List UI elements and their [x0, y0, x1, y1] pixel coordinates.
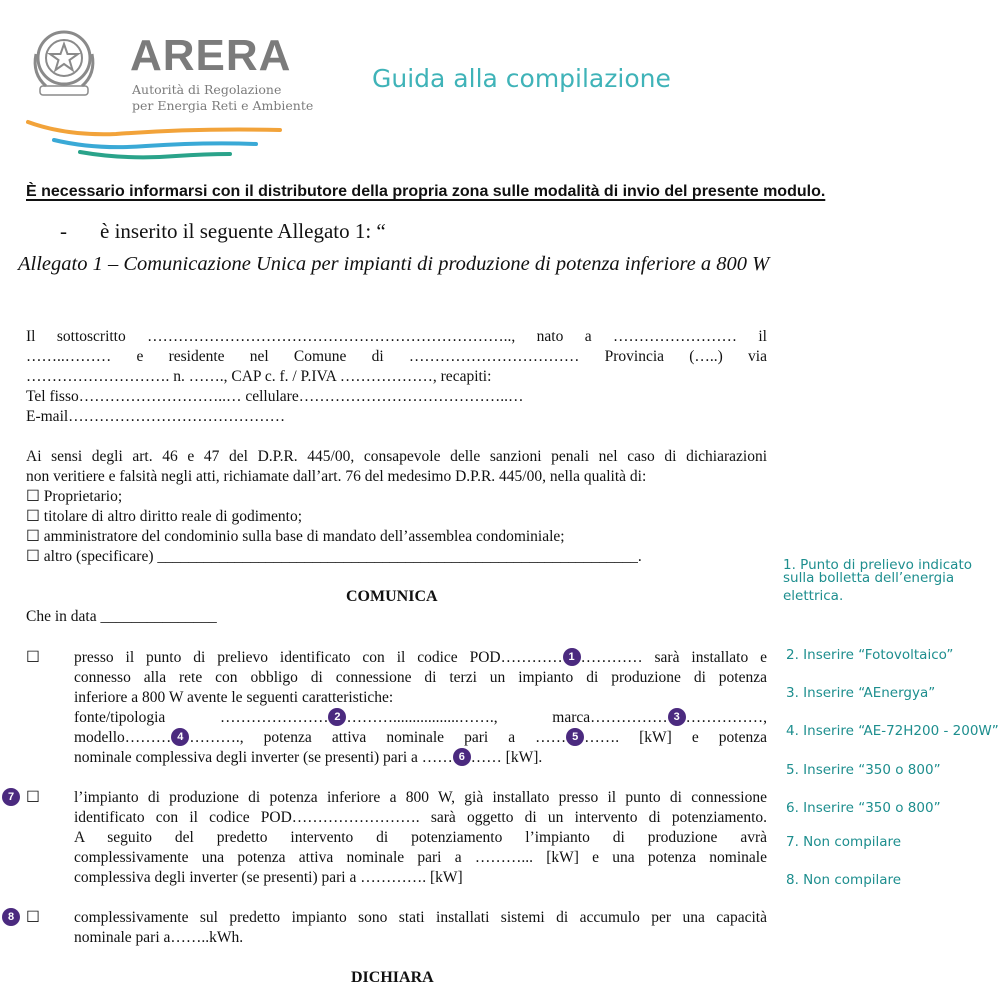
item1-line: connesso alla rete con obbligo di connessione di terzi un impianto di produzione di potenza [74, 669, 767, 686]
checkbox[interactable]: ☐ [26, 488, 40, 505]
side-note-5: 5. Inserire “350 o 800” [786, 762, 941, 778]
italian-emblem-icon [30, 24, 98, 100]
checkbox[interactable]: ☐ [26, 789, 40, 806]
side-note-3: 3. Inserire “AEnergya” [786, 685, 936, 701]
checkbox[interactable]: ☐ [26, 909, 40, 926]
side-note-4: 4. Inserire “AE-72H200 - 200W” [786, 723, 999, 739]
notice-heading: È necessario informarsi con il distributore della propria zona sulle modalità di invio del presente modulo. [26, 183, 826, 200]
dichiara-heading: DICHIARA [351, 969, 434, 986]
personal-line[interactable]: ……..……… e residente nel Comune di …………………………… Provincia (…..) via [26, 348, 767, 365]
personal-line[interactable]: Tel fisso………………………..… cellulare…………………………………..… [26, 388, 524, 405]
side-note-1: 1. Punto di prelievo indicato sulla bolletta dell’energia elettrica. [783, 557, 972, 604]
side-note-2: 2. Inserire “Fotovoltaico” [786, 647, 954, 663]
option-proprietario[interactable]: ☐ Proprietario; [26, 488, 123, 505]
item1-line: nominale complessiva degli inverter (se presenti) pari a …… 6 …… [kW]. [74, 749, 543, 766]
checkbox[interactable]: ☐ [26, 508, 40, 525]
checkbox[interactable]: ☐ [26, 528, 40, 545]
declaration-block [26, 447, 767, 567]
personal-line[interactable]: E-mail…………………………………… [26, 408, 286, 425]
intro-text: è inserito il seguente Allegato 1: “ [100, 219, 386, 243]
item2-line: A seguito del predetto intervento di potenziamento l’impianto di produzione avrà [74, 829, 767, 846]
logo-subtitle-2: per Energia Reti e Ambiente [132, 98, 314, 113]
logo-subtitle-1: Autorità di Regolazione [132, 82, 282, 97]
item1-line: modello……… 4 ………., potenza attiva nominale pari a …… 5 ……. [kW] e potenza [74, 729, 767, 746]
side-note-8: 8. Non compilare [786, 872, 902, 888]
dash-bullet: - [60, 219, 67, 243]
item2-line: l’impianto di produzione di potenza inferiore a 800 W, già installato presso il punto di connessione [74, 789, 767, 806]
personal-info-block [26, 327, 767, 427]
item1-line: fonte/tipologia ………………… 2 ……….................……., marca…………… 3 ……………, [74, 709, 767, 726]
logo-title: ARERA [130, 31, 292, 80]
declaration-line: Ai sensi degli art. 46 e 47 del D.P.R. 445/00, consapevole delle sanzioni penali nel caso di dichiarazioni [26, 448, 767, 465]
option-altro[interactable]: ☐ altro (specificare) ______________________________________________________________. [26, 548, 642, 565]
item2-line: complessiva degli inverter (se presenti) pari a …………. [kW] [74, 869, 463, 886]
item1-line: presso il punto di prelievo identificato con il codice POD………… 1 ………… sarà installato e [74, 649, 767, 666]
checkbox[interactable]: ☐ [26, 548, 40, 565]
item3-line: nominale pari a……..kWh. [74, 929, 244, 946]
option-amministratore[interactable]: ☐ amministratore del condominio sulla base di mandato dell’assemblea condominiale; [26, 528, 565, 545]
item3-line: complessivamente sul predetto impianto sono stati installati sistemi di accumulo per una capacità [74, 909, 767, 926]
personal-line[interactable]: Il sottoscritto …………………………………………………………….., nato a …………………… il [26, 328, 767, 345]
logo-waves-icon [26, 116, 286, 166]
badge-1: 1 [563, 648, 581, 666]
side-note-7: 7. Non compilare [786, 834, 902, 850]
date-line[interactable]: Che in data _______________ [26, 608, 217, 625]
guide-title: Guida alla compilazione [372, 64, 671, 93]
badge-4: 4 [171, 728, 189, 746]
badge-8: 8 [2, 908, 20, 926]
badge-2: 2 [328, 708, 346, 726]
allegato-title: Allegato 1 – Comunicazione Unica per impianti di produzione di potenza inferiore a 800 W [18, 253, 770, 275]
side-note-6: 6. Inserire “350 o 800” [786, 800, 941, 816]
declaration-line: non veritiere e falsità negli atti, richiamate dall’art. 76 del medesimo D.P.R. 445/00, nella qualità di: [26, 468, 647, 485]
badge-7: 7 [2, 788, 20, 806]
badge-3: 3 [668, 708, 686, 726]
option-titolare[interactable]: ☐ titolare di altro diritto reale di godimento; [26, 508, 303, 525]
checkbox[interactable]: ☐ [26, 649, 40, 666]
badge-5: 5 [566, 728, 584, 746]
badge-6: 6 [453, 748, 471, 766]
item2-line: complessivamente una potenza attiva nominale pari a ………... [kW] e una potenza nominale [74, 849, 767, 866]
personal-line[interactable]: ………………………. n. ……., CAP c. f. / P.IVA ………………, recapiti: [26, 368, 492, 385]
comunica-heading: COMUNICA [346, 588, 438, 605]
comunica-item-3 [26, 908, 767, 948]
item2-line: identificato con il codice POD……………………. sarà oggetto di un intervento di potenziamento. [74, 809, 767, 826]
comunica-item-2 [26, 788, 767, 888]
intro-line [60, 219, 386, 244]
arera-logo [26, 20, 314, 150]
item1-line: inferiore a 800 W avente le seguenti caratteristiche: [74, 689, 394, 706]
comunica-item-1 [26, 648, 767, 768]
